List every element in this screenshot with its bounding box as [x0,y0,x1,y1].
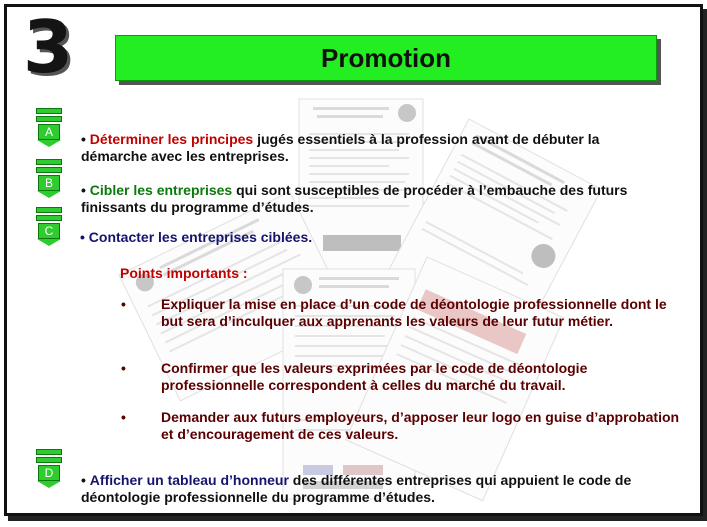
slide-title: Promotion [321,42,451,73]
point-a-text [81,131,601,165]
important-bullet-3: • [121,409,126,425]
point-d-bullet: • [81,472,86,488]
marker-a-icon [36,108,62,152]
point-d-emphasis: Afficher un tableau d’honneur [89,472,289,488]
title-banner [115,35,657,81]
slide [4,4,703,516]
important-item-3: Demander aux futurs employeurs, d’apposer leur logo en guise d’approbation et d’encouragement de ces valeurs. [161,409,680,442]
marker-b-icon [36,159,62,203]
point-a-body-end: avant de débuter la démarche avec les entreprises. [81,131,600,164]
point-b-bullet: • [81,182,86,198]
point-b-text [81,182,696,216]
marker-d-letter: D [38,465,60,481]
marker-b-letter: B [38,175,60,191]
important-points-title: Points importants : [120,265,248,281]
important-bullet-1: • [121,296,126,312]
point-a-body: jugés essentiels à la profession [253,131,472,147]
marker-c-icon [36,207,62,251]
point-d-body: des différentes entreprises qui appuient le code de déontologie professionnelle du programme d’études. [81,472,632,505]
point-b-emphasis: Cibler les entreprises [89,182,233,198]
marker-c-letter: C [38,223,60,239]
marker-d-icon [36,449,62,493]
point-a-bullet: • [81,131,86,147]
marker-a-letter: A [38,124,60,140]
important-item-1: Expliquer la mise en place d’un code de déontologie professionnelle dont le but sera d’inculquer aux apprenants les valeurs de leur futur métier. [161,296,667,329]
point-b-body: qui sont susceptibles de procéder à l’embauche des futurs finissants du programme d’études. [81,182,628,215]
important-item-2: Confirmer que les valeurs exprimées par le code de déontologie professionnelle correspondent à celles du marché du travail. [161,360,588,393]
point-c-text: • Contacter les entreprises ciblées. [80,229,313,245]
point-d-text [81,472,691,506]
slide-number: 3 [23,5,74,89]
important-bullet-2: • [121,360,126,376]
point-a-emphasis: Déterminer les principes [89,131,254,147]
